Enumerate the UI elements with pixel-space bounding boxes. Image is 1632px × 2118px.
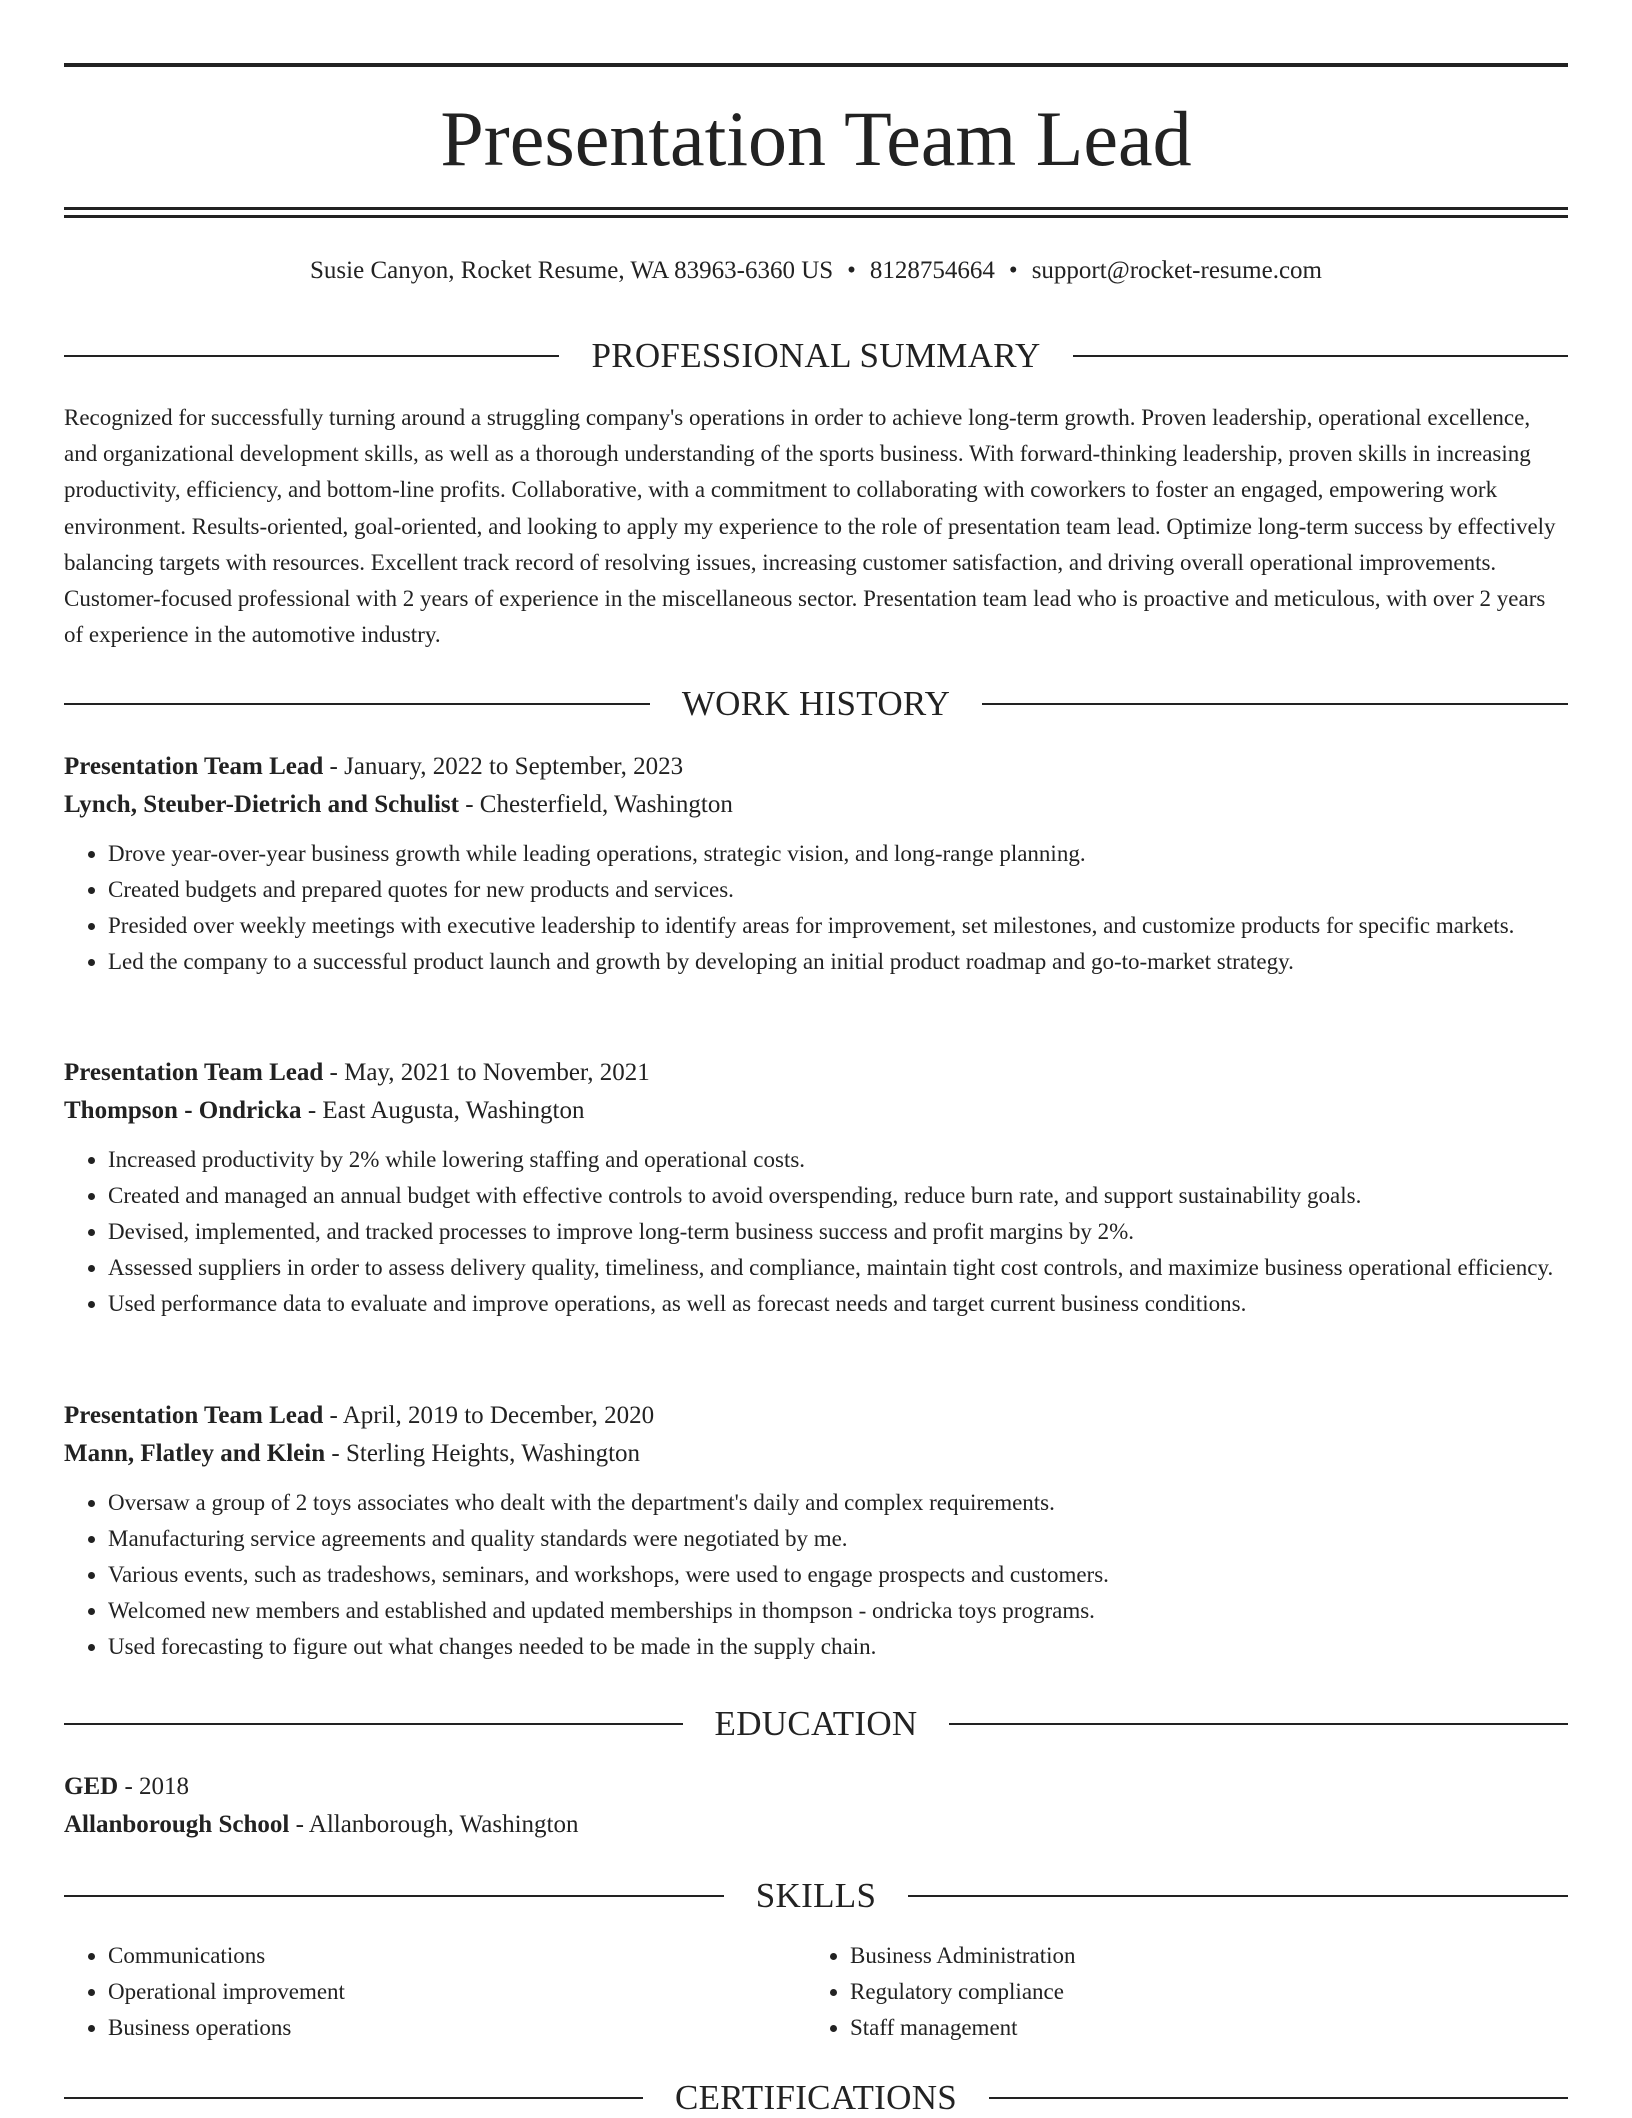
list-item: • Operational improvement	[108, 1974, 806, 2010]
section-header-summary	[64, 336, 1568, 376]
job-location: - Chesterfield, Washington	[458, 791, 733, 818]
skills-column-left	[64, 1938, 806, 2046]
list-item: • Regulatory compliance	[850, 1974, 1548, 2010]
job-company: Thompson - Ondricka	[64, 1097, 302, 1124]
section-rule	[64, 703, 650, 705]
job-bullets	[64, 1485, 1568, 1665]
header-rule-upper	[64, 207, 1568, 210]
job-bullets	[64, 1142, 1568, 1322]
contact-separator: •	[847, 257, 856, 284]
education-school-line	[64, 1806, 1568, 1844]
list-item: • Staff management	[850, 2010, 1548, 2046]
job-bullets	[64, 836, 1568, 980]
job-title: Presentation Team Lead	[64, 1402, 324, 1429]
job-title: Presentation Team Lead	[64, 1059, 324, 1086]
header-top-rule	[64, 63, 1568, 67]
section-title: WORK HISTORY	[681, 684, 951, 723]
job-company: Mann, Flatley and Klein	[64, 1440, 326, 1467]
job-title-line	[64, 1397, 1568, 1435]
section-header-certifications	[64, 2078, 1568, 2118]
job-company-line	[64, 1435, 1568, 1473]
list-item: • Oversaw a group of 2 toys associates who dealt with the department's daily and complex requirements.	[108, 1485, 1568, 1521]
section-rule	[989, 2097, 1568, 2099]
list-item: • Various events, such as tradeshows, seminars, and workshops, were used to engage prospects and customers.	[108, 1557, 1568, 1593]
job-dates: - May, 2021 to November, 2021	[323, 1059, 650, 1086]
section-header-education	[64, 1704, 1568, 1744]
skills-column-right	[806, 1938, 1548, 2046]
contact-separator: •	[1008, 257, 1018, 284]
section-rule	[949, 1723, 1568, 1725]
list-item: • Welcomed new members and established and updated memberships in thompson - ondricka toys programs.	[108, 1593, 1568, 1629]
list-item: • Assessed suppliers in order to assess delivery quality, timeliness, and compliance, maintain tight cost controls, and maximize business operational efficiency.	[108, 1250, 1568, 1286]
job-company: Lynch, Steuber-Dietrich and Schulist	[64, 791, 459, 818]
job-company-line	[64, 1092, 1568, 1130]
education-degree-line	[64, 1768, 1568, 1806]
job-title: Presentation Team Lead	[64, 753, 324, 780]
contact-address: Susie Canyon, Rocket Resume, WA 83963-6360 US	[310, 257, 834, 284]
section-rule	[64, 355, 559, 357]
list-item: • Communications	[108, 1938, 806, 1974]
section-rule	[982, 703, 1568, 705]
list-item: • Created budgets and prepared quotes for new products and services.	[108, 872, 1568, 908]
section-rule	[908, 1895, 1568, 1897]
resume-title: Presentation Team Lead	[440, 95, 1192, 182]
education-degree: GED	[64, 1773, 119, 1800]
list-item: • Presided over weekly meetings with executive leadership to identify areas for improvement, set milestones, and customize products for specific markets.	[108, 908, 1568, 944]
section-title: EDUCATION	[714, 1704, 918, 1743]
list-item: • Business operations	[108, 2010, 806, 2046]
job-title-line	[64, 748, 1568, 786]
section-header-work-history	[64, 684, 1568, 724]
job-location: - Sterling Heights, Washington	[325, 1440, 641, 1467]
list-item: • Used performance data to evaluate and improve operations, as well as forecast needs and target current business conditions.	[108, 1286, 1568, 1322]
job-dates: - April, 2019 to December, 2020	[323, 1402, 655, 1429]
list-item: • Manufacturing service agreements and quality standards were negotiated by me.	[108, 1521, 1568, 1557]
summary-paragraph: Recognized for successfully turning around a struggling company's operations in order to achieve long-term growth. Proven leadership, operational excellence, and organizational development skills, as well as a thorough understanding of the sports business. With forward-thinking leadership, proven skills in increasing productivity, efficiency, and bottom-line profits. Collaborative, with a commitment to collaborating with coworkers to foster an engaged, empowering work environment. Results-oriented, goal-oriented, and looking to apply my experience to the role of presentation team lead. Optimize long-term success by effectively balancing targets with resources. Excellent track record of resolving issues, increasing customer satisfaction, and driving overall operational improvements. Customer-focused professional with 2 years of experience in the miscellaneous sector. Presentation team lead who is proactive and meticulous, with over 2 years of experience in the automotive industry.	[64, 405, 1556, 648]
contact-line	[64, 254, 1568, 288]
skills-list	[64, 1938, 1568, 2046]
education-year: - 2018	[118, 1773, 190, 1800]
header-rule-lower	[64, 215, 1568, 218]
list-item: • Drove year-over-year business growth while leading operations, strategic vision, and long-range planning.	[108, 836, 1568, 872]
list-item: • Devised, implemented, and tracked processes to improve long-term business success and profit margins by 2%.	[108, 1214, 1568, 1250]
education-school: Allanborough School	[64, 1811, 290, 1838]
section-header-skills	[64, 1876, 1568, 1916]
section-title: PROFESSIONAL SUMMARY	[591, 336, 1041, 375]
contact-email: support@rocket-resume.com	[1031, 257, 1322, 284]
job-dates: - January, 2022 to September, 2023	[323, 753, 684, 780]
section-rule	[64, 1723, 683, 1725]
contact-phone: 8128754664	[869, 257, 995, 284]
job-location: - East Augusta, Washington	[301, 1097, 585, 1124]
job-entry	[64, 748, 1568, 980]
education-entry	[64, 1768, 1568, 1844]
job-entry	[64, 1397, 1568, 1665]
list-item: • Business Administration	[850, 1938, 1548, 1974]
list-item: • Led the company to a successful product launch and growth by developing an initial product roadmap and go-to-market strategy.	[108, 944, 1568, 980]
list-item: • Increased productivity by 2% while lowering staffing and operational costs.	[108, 1142, 1568, 1178]
education-location: - Allanborough, Washington	[289, 1811, 579, 1838]
job-title-line	[64, 1054, 1568, 1092]
list-item: • Used forecasting to figure out what changes needed to be made in the supply chain.	[108, 1629, 1568, 1665]
section-rule	[1073, 355, 1568, 357]
section-rule	[64, 2097, 643, 2099]
section-title: CERTIFICATIONS	[674, 2078, 958, 2117]
job-company-line	[64, 786, 1568, 824]
job-entry	[64, 1054, 1568, 1322]
list-item: • Created and managed an annual budget with effective controls to avoid overspending, reduce burn rate, and support sustainability goals.	[108, 1178, 1568, 1214]
section-title: SKILLS	[755, 1876, 877, 1915]
section-rule	[64, 1895, 724, 1897]
